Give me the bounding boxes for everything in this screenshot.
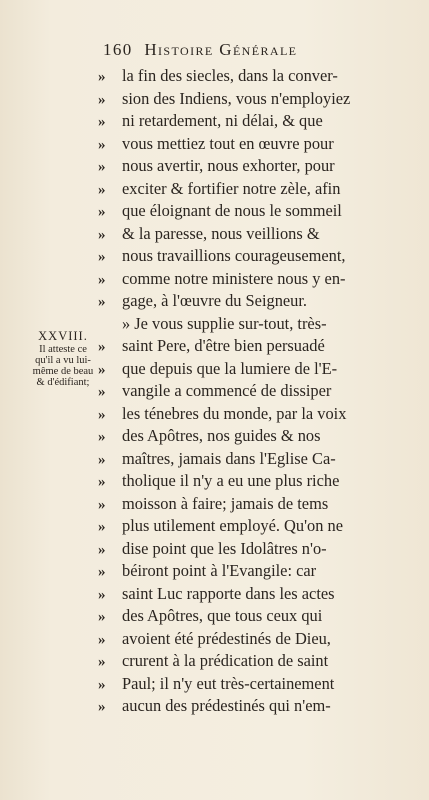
- quote-mark: »: [98, 609, 106, 625]
- line-text: nous travaillions courageusement,: [122, 246, 346, 265]
- line-text: dise point que les Idolâtres n'o-: [122, 538, 327, 558]
- quote-mark: »: [98, 519, 106, 535]
- line-text: la fin des siecles, dans la conver-: [122, 66, 338, 85]
- quote-mark: »: [98, 181, 106, 198]
- line-text: & la paresse, nous veillions &: [122, 223, 320, 243]
- body-text: [98, 65, 418, 718]
- quote-mark: »: [98, 249, 106, 265]
- text-line: [98, 425, 418, 448]
- quote-mark: »: [98, 384, 106, 400]
- line-text: saint Luc rapporte dans les actes: [122, 583, 335, 603]
- text-line: [98, 223, 418, 246]
- quote-mark: »: [98, 136, 106, 153]
- text-line: [98, 335, 418, 358]
- quote-mark: »: [98, 226, 106, 243]
- line-text: vous mettiez tout en œuvre pour: [122, 133, 334, 153]
- line-text: » Je vous supplie sur-tout, très-: [122, 313, 327, 333]
- line-text: ni retardement, ni délai, & que: [122, 111, 323, 130]
- text-line: [98, 178, 418, 201]
- line-text: avoient été prédestinés de Dieu,: [122, 628, 331, 648]
- text-line: [98, 470, 418, 493]
- quote-mark: »: [98, 69, 106, 85]
- text-line: [98, 403, 418, 426]
- margin-note-line: même de beau: [32, 366, 94, 377]
- text-line: [98, 155, 418, 178]
- text-line: [98, 358, 418, 381]
- quote-mark: »: [98, 631, 106, 648]
- line-text: les ténebres du monde, par la voix: [122, 403, 347, 423]
- line-text: que depuis que la lumiere de l'E-: [122, 358, 338, 378]
- line-text: maîtres, jamais dans l'Eglise Ca-: [122, 448, 336, 468]
- text-line: [98, 493, 418, 516]
- text-line: [98, 695, 418, 718]
- text-line: [98, 380, 418, 403]
- line-text: aucun des prédestinés qui n'em-: [122, 696, 331, 715]
- line-text: béiront point à l'Evangile: car: [122, 561, 317, 580]
- line-text: comme notre ministere nous y en-: [122, 268, 346, 288]
- line-text: moisson à faire; jamais de tems: [122, 493, 329, 513]
- text-line: [98, 560, 418, 583]
- quote-mark: »: [98, 204, 106, 220]
- text-line: [98, 448, 418, 471]
- quote-mark: »: [98, 406, 106, 423]
- running-title: Histoire Générale: [144, 40, 298, 59]
- margin-note: [23, 331, 103, 388]
- line-text: gage, à l'œuvre du Seigneur.: [122, 291, 308, 310]
- text-line: [98, 605, 418, 628]
- quote-mark: »: [98, 271, 106, 288]
- quote-mark: »: [98, 339, 106, 355]
- text-line: [98, 200, 418, 223]
- margin-note-line: qu'il a vu lui-: [35, 355, 91, 366]
- quote-mark: »: [98, 474, 106, 490]
- quote-mark: »: [98, 91, 106, 108]
- quote-mark: »: [98, 114, 106, 130]
- quote-mark: »: [98, 676, 106, 693]
- line-text: Paul; il n'y eut très-certainement: [122, 673, 335, 693]
- quote-mark: »: [98, 361, 106, 378]
- text-line: [98, 245, 418, 268]
- line-text: nous avertir, nous exhorter, pour: [122, 156, 335, 175]
- line-text: plus utilement employé. Qu'on ne: [122, 516, 344, 535]
- page-number: 160: [103, 40, 133, 59]
- running-header: [103, 40, 403, 66]
- margin-note-line: Il atteste ce: [39, 344, 87, 355]
- quote-mark: »: [98, 451, 106, 468]
- line-text: des Apôtres, que tous ceux qui: [122, 606, 323, 625]
- text-line: [98, 88, 418, 111]
- line-text: crurent à la prédication de saint: [122, 651, 329, 670]
- line-text: saint Pere, d'être bien persuadé: [122, 336, 325, 355]
- quote-mark: »: [98, 699, 106, 715]
- quote-mark: »: [98, 159, 106, 175]
- text-line: [98, 650, 418, 673]
- quote-mark: »: [98, 564, 106, 580]
- text-line: [98, 268, 418, 291]
- margin-note-number: XXVIII.: [38, 329, 88, 343]
- quote-mark: »: [98, 654, 106, 670]
- text-line: [98, 313, 418, 336]
- line-text: que éloignant de nous le sommeil: [122, 201, 342, 220]
- text-line: [98, 583, 418, 606]
- quote-mark: »: [98, 294, 106, 310]
- quote-mark: »: [98, 586, 106, 603]
- text-line: [98, 290, 418, 313]
- text-line: [98, 515, 418, 538]
- margin-note-line: & d'édifiant;: [36, 377, 90, 388]
- line-text: des Apôtres, nos guides & nos: [122, 426, 321, 445]
- line-text: vangile a commencé de dissiper: [122, 381, 332, 400]
- text-line: [98, 65, 418, 88]
- text-line: [98, 538, 418, 561]
- text-line: [98, 673, 418, 696]
- quote-mark: »: [98, 429, 106, 445]
- line-text: exciter & fortifier notre zèle, afin: [122, 178, 341, 198]
- text-line: [98, 628, 418, 651]
- line-text: tholique il n'y a eu une plus riche: [122, 471, 340, 490]
- quote-mark: »: [98, 496, 106, 513]
- text-line: [98, 110, 418, 133]
- text-line: [98, 133, 418, 156]
- line-text: sion des Indiens, vous n'employiez: [122, 88, 351, 108]
- quote-mark: »: [98, 541, 106, 558]
